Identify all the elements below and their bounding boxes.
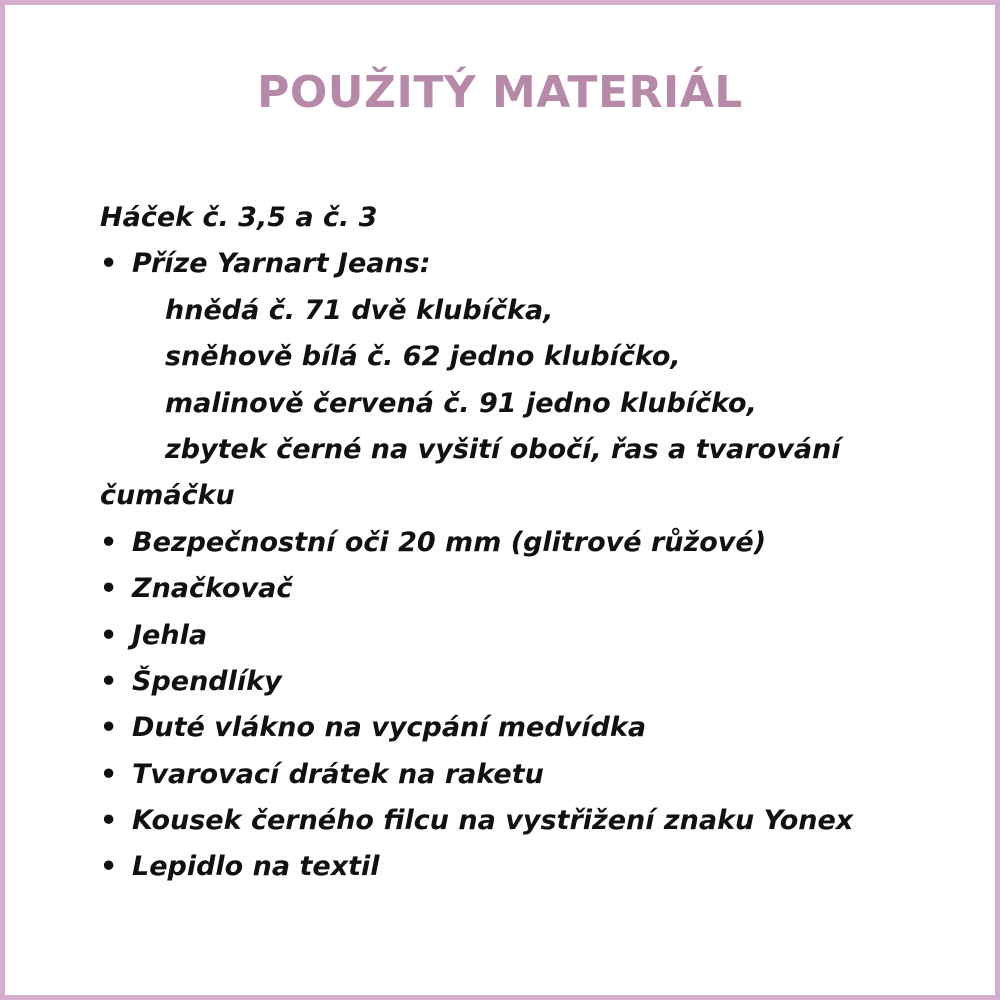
list-item-text: Jehla: [132, 619, 208, 651]
list-item: [100, 798, 960, 844]
bullet-icon: •: [100, 665, 118, 697]
list-item-text: Kousek černého filcu na vystřižení znaku Yonex: [132, 805, 854, 837]
bullet-icon: •: [100, 248, 118, 280]
yarn-color-brown: hnědá č. 71 dvě klubíčka,: [165, 294, 554, 326]
bullet-icon: •: [100, 758, 118, 790]
list-item: [100, 705, 960, 751]
list-item: [100, 566, 960, 612]
yarn-color-white: sněhově bílá č. 62 jedno klubíčko,: [165, 341, 681, 373]
list-item-text: Značkovač: [132, 573, 293, 605]
list-item: [100, 844, 960, 890]
bullet-icon: •: [100, 573, 118, 605]
list-item-text: Duté vlákno na vycpání medvídka: [132, 712, 647, 744]
bullet-icon: •: [100, 619, 118, 651]
material-list: [100, 195, 960, 891]
list-item: [100, 659, 960, 705]
yarn-continuation: čumáčku: [100, 480, 235, 512]
list-item-text: Špendlíky: [132, 665, 282, 697]
list-item-text: Lepidlo na textil: [132, 851, 380, 883]
list-item-yarn: [100, 241, 960, 287]
list-item: [100, 752, 960, 798]
list-item: [100, 613, 960, 659]
yarn-color-black-remainder: zbytek černé na vyšití obočí, řas a tvarování: [165, 433, 841, 465]
bullet-icon: •: [100, 805, 118, 837]
hook-line: Háček č. 3,5 a č. 3: [100, 202, 378, 233]
bullet-icon: •: [100, 851, 118, 883]
yarn-label: Příze Yarnart Jeans:: [132, 248, 431, 280]
list-item-text: Bezpečnostní oči 20 mm (glitrové růžové): [132, 526, 767, 558]
yarn-color-raspberry: malinově červená č. 91 jedno klubíčko,: [165, 387, 757, 419]
bullet-icon: •: [100, 526, 118, 558]
bullet-icon: •: [100, 712, 118, 744]
list-item: [100, 520, 960, 566]
list-item-text: Tvarovací drátek na raketu: [132, 758, 544, 790]
page-title: POUŽITÝ MATERIÁL: [257, 67, 743, 118]
